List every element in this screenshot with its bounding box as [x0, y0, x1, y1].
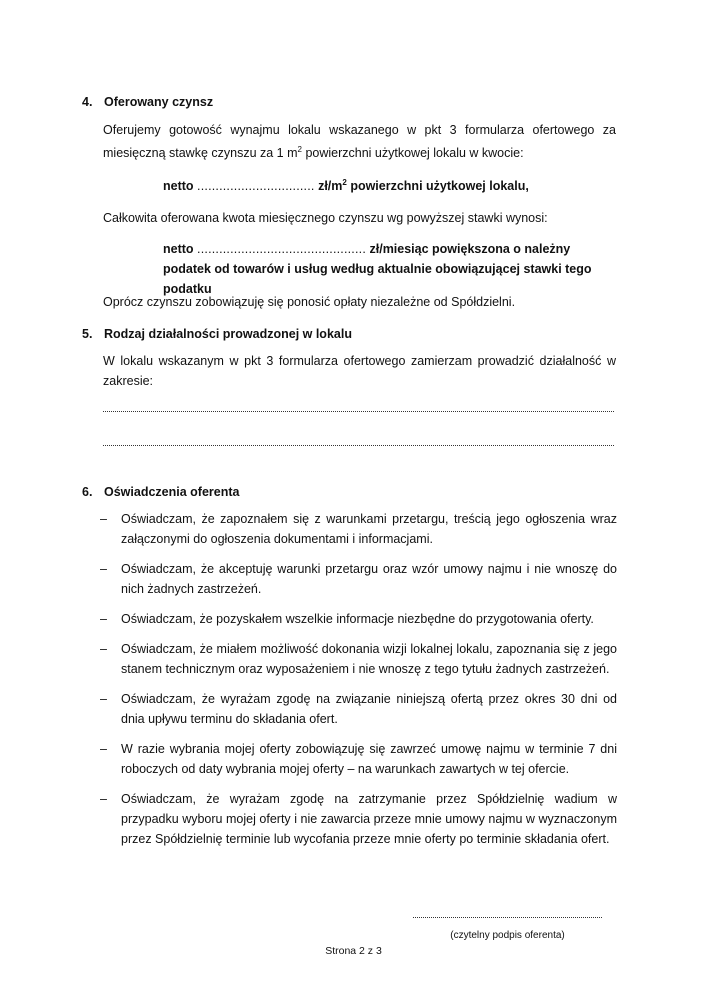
declaration-text: W razie wybrania mojej oferty zobowiązuję się zawrzeć umowę najmu w terminie 7 dni roboczych od daty wybrania mojej oferty – na warunkach zawartych w tej ofercie.: [121, 742, 617, 776]
declarations-list: [100, 509, 617, 859]
declaration-item: [100, 639, 617, 679]
rate-unit-a: zł/m: [318, 179, 343, 194]
section-6-title: [82, 485, 239, 499]
section-4-title: [82, 95, 213, 109]
activity-fill-line-2[interactable]: [103, 445, 614, 446]
activity-fill-line-1[interactable]: [103, 411, 614, 412]
declaration-text: Oświadczam, że miałem możliwość dokonania wizji lokalnej lokalu, zapoznania się z jego stanem technicznym oraz wyposażeniem i nie wnoszę z tego tytułu żadnych zastrzeżeń.: [121, 642, 617, 676]
section-6-number: 6.: [82, 485, 93, 499]
total-intro: Całkowita oferowana kwota miesięcznego czynszu wg powyższej stawki wynosi:: [103, 211, 548, 225]
signature-caption: (czytelny podpis oferenta): [450, 930, 565, 941]
dash-marker: –: [100, 612, 107, 626]
rate-line: [163, 173, 618, 196]
section-4-intro-sup: 2: [297, 145, 302, 154]
section-5-title-text: Rodzaj działalności prowadzonej w lokalu: [104, 327, 352, 341]
dash-marker: –: [100, 692, 107, 706]
section-5-title: [82, 327, 352, 341]
section-4-title-text: Oferowany czynsz: [104, 95, 214, 109]
declaration-item: [100, 789, 617, 849]
section-6-title-text: Oświadczenia oferenta: [104, 485, 240, 499]
total-unit: zł/miesiąc powiększona o należny podatek od towarów i usług według aktualnie obowiązującej stawki tego podatku: [163, 242, 592, 296]
section-4-number: 4.: [82, 95, 93, 109]
section-5-number: 5.: [82, 327, 93, 341]
declaration-item: [100, 609, 617, 629]
signature-line[interactable]: [413, 917, 602, 918]
declaration-text: Oświadczam, że pozyskałem wszelkie informacje niezbędne do przygotowania oferty.: [121, 612, 594, 626]
total-fill-field[interactable]: ..............................................: [197, 242, 367, 256]
declaration-item: [100, 739, 617, 779]
declaration-item: [100, 509, 617, 549]
dash-marker: –: [100, 642, 107, 656]
dash-marker: –: [100, 742, 107, 756]
section-5-intro: W lokalu wskazanym w pkt 3 formularza ofertowego zamierzam prowadzić działalność w zakresie:: [103, 354, 616, 388]
declaration-text: Oświadczam, że zapoznałem się z warunkami przetargu, treścią jego ogłoszenia wraz załączonymi do ogłoszenia dokumentami i informacjami.: [121, 512, 617, 546]
declaration-text: Oświadczam, że wyrażam zgodę na związanie niniejszą ofertą przez okres 30 dni od dnia upływu terminu do składania ofert.: [121, 692, 617, 726]
declaration-item: [100, 559, 617, 599]
total-line: [163, 239, 618, 299]
page-number: Strona 2 z 3: [325, 945, 382, 957]
fees-note: Oprócz czynszu zobowiązuję się ponosić opłaty niezależne od Spółdzielni.: [103, 295, 516, 309]
dash-marker: –: [100, 512, 107, 526]
rate-fill-field[interactable]: ................................: [197, 179, 315, 194]
dash-marker: –: [100, 792, 107, 806]
declaration-text: Oświadczam, że wyrażam zgodę na zatrzymanie przez Spółdzielnię wadium w przypadku wyboru mojej oferty i nie zawarcia przeze mnie umowy najmu w wyznaczonym przez Spółdzielnię terminie lub wycofania przeze mnie oferty po terminie składania ofert.: [121, 792, 617, 846]
section-4-intro: [103, 120, 616, 163]
rate-label: netto: [163, 179, 194, 194]
section-4-intro-text-b: powierzchni użytkowej lokalu w kwocie:: [301, 146, 524, 161]
section-4-intro-text-a: Oferujemy gotowość wynajmu lokalu wskazanego w pkt 3 formularza ofertowego za miesięczną stawkę czynszu za 1 m: [103, 123, 616, 161]
declaration-item: [100, 689, 617, 729]
rate-unit-sup: 2: [342, 178, 347, 187]
total-label: netto: [163, 242, 194, 256]
declaration-text: Oświadczam, że akceptuję warunki przetargu oraz wzór umowy najmu i nie wnoszę do nich żadnych zastrzeżeń.: [121, 562, 617, 596]
dash-marker: –: [100, 562, 107, 576]
rate-unit-b: powierzchni użytkowej lokalu,: [346, 179, 529, 194]
